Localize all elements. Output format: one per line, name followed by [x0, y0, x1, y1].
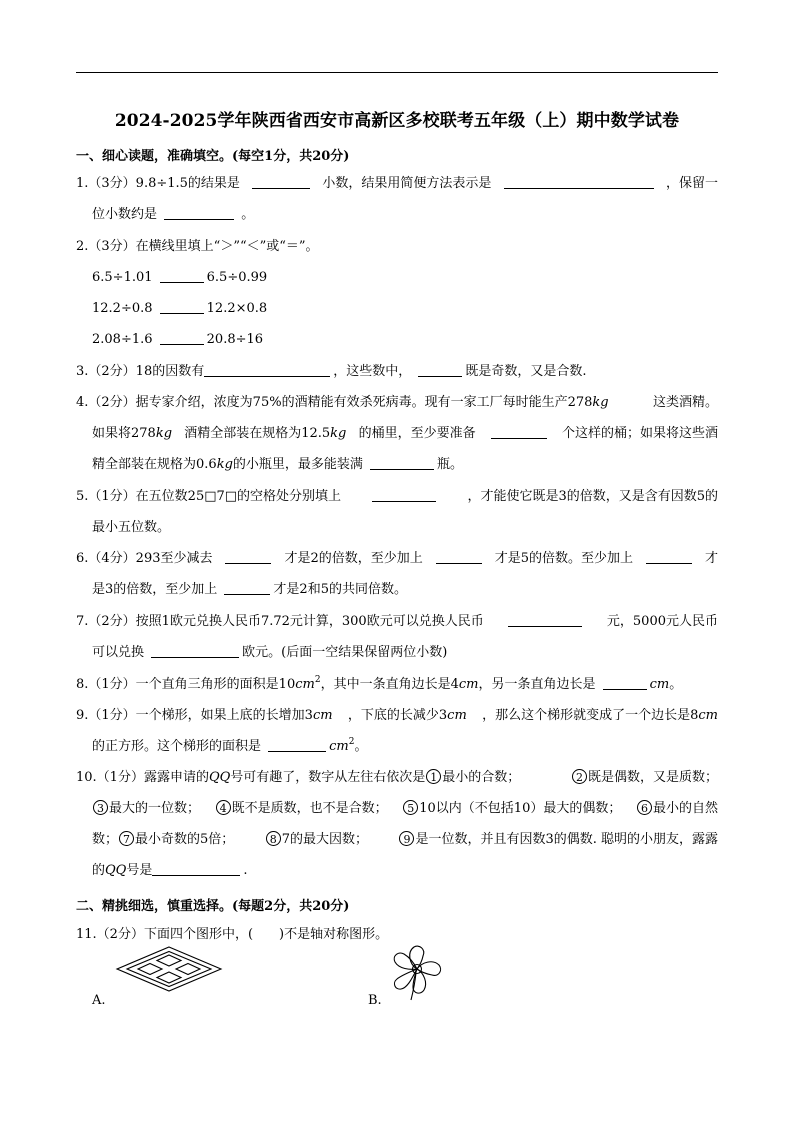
circled-number-7: 7	[119, 831, 134, 846]
q5-line-2: 最小五位数。	[92, 520, 171, 535]
q4-line-2: 如果将278kg 酒精全部装在规格为12.5kg 的桶里，至少要准备 个这样的桶；如果将这些酒	[92, 426, 718, 441]
q8-blank[interactable]	[603, 676, 647, 690]
inner-rhombus	[127, 952, 211, 987]
q1-line-2: 位小数约是 。	[92, 207, 255, 222]
small-rhombus-top	[157, 955, 181, 966]
page-title: 2024-2025学年陕西省西安市高新区多校联考五年级（上）期中数学试卷	[114, 111, 680, 131]
q2-row-3: 2.08÷1.6 20.8÷16	[92, 332, 264, 347]
q2-row-2: 12.2÷0.8 12.2×0.8	[92, 301, 268, 316]
circled-number-5: 5	[403, 800, 418, 815]
q1-blank-3[interactable]	[164, 206, 234, 220]
q1-blank-1[interactable]	[252, 175, 310, 189]
q7-blank-1[interactable]	[508, 613, 582, 627]
small-rhombus-left	[138, 964, 162, 975]
q10-line-3: 数； 7 最小奇数的5倍； 8 7的最大因数； 9 是一位数，并且有因数3的偶数. 聪明的小朋友，露露	[92, 832, 718, 847]
q6-line-1: 6.（4分）293至少减去 才是2的倍数，至少加上 才是5的倍数。至少加上 才	[76, 551, 718, 566]
q4-blank-1[interactable]	[491, 425, 547, 439]
q10-blank[interactable]	[152, 862, 240, 876]
q2-intro: 2.（3分）在横线里填上“＞”“＜”或“＝”。	[76, 239, 319, 254]
circled-number-3: 3	[93, 800, 108, 815]
q11-stem: 11.（2分）下面四个图形中，( )不是轴对称图形。	[76, 927, 389, 942]
q2-blank-1[interactable]	[160, 269, 204, 283]
q7-blank-2[interactable]	[151, 644, 239, 658]
q2-row-1: 6.5÷1.01 6.5÷0.99	[92, 270, 268, 285]
q6-blank-2[interactable]	[436, 550, 482, 564]
q4-blank-2[interactable]	[370, 456, 434, 470]
q6-blank-1[interactable]	[225, 550, 271, 564]
flower-stem	[411, 973, 416, 1000]
circled-number-4: 4	[216, 800, 231, 815]
small-rhombus-bottom	[157, 972, 181, 983]
option-b-figure[interactable]	[386, 944, 448, 1002]
q3-blank-2[interactable]	[418, 363, 462, 377]
q7-line-1: 7.（2分）按照1欧元兑换人民币7.72元计算，300欧元可以兑换人民币 元，5000元人民币	[76, 614, 718, 629]
small-rhombus-right	[176, 964, 200, 975]
q6-blank-3[interactable]	[646, 550, 692, 564]
circled-number-8: 8	[266, 831, 281, 846]
header-rule	[76, 72, 718, 73]
outer-rhombus	[117, 947, 221, 991]
q9-line-2: 的正方形。这个梯形的面积是 $cm^2$。	[92, 737, 368, 754]
q3-blank-1[interactable]	[204, 363, 330, 377]
circled-number-9: 9	[399, 831, 414, 846]
q6-line-2: 是3的倍数，至少加上 才是2和5的共同倍数。	[92, 582, 407, 597]
q9-blank[interactable]	[268, 738, 326, 752]
q5-line-1: 5.（1分）在五位数25□7□的空格处分别填上 ，才能使它既是3的倍数，又是含有因数5的	[76, 489, 718, 504]
q4-line-1: 4.（2分）据专家介绍，浓度为75%的酒精能有效杀死病毒。现有一家工厂每时能生产278kg 这类酒精。	[76, 395, 718, 410]
q10-line-4: 的QQ号是 .	[92, 863, 248, 878]
option-a-label[interactable]: A.	[92, 993, 106, 1008]
q2-blank-3[interactable]	[160, 331, 204, 345]
q3-line: 3.（2分）18的因数有 ，这些数中， 既是奇数，又是合数.	[76, 364, 587, 379]
q9-line-1: 9.（1分）一个梯形，如果上底的长增加3cm ，下底的长减少3cm ，那么这个梯形就变成了一个边长是8cm	[76, 708, 718, 723]
option-a-figure[interactable]	[116, 946, 222, 992]
q5-blank[interactable]	[372, 488, 436, 502]
petal-top	[410, 946, 424, 969]
q7-line-2: 可以兑换 欧元。(后面一空结果保留两位小数)	[92, 645, 448, 660]
q10-line-1: 10.（1分）露露申请的QQ号可有趣了，数字从左往右依次是 1 最小的合数； 2 既是偶数，又是质数；	[76, 770, 718, 785]
q1-blank-2[interactable]	[504, 175, 654, 189]
circled-number-1: 1	[426, 769, 441, 784]
section-2-heading: 二、精挑细选，慎重选择。(每题2分，共20分)	[76, 899, 350, 914]
option-b-label[interactable]: B.	[368, 993, 382, 1008]
circled-number-6: 6	[637, 800, 652, 815]
section-1-heading: 一、细心读题，准确填空。(每空1分，共20分)	[76, 149, 350, 164]
q1-line-1: 1.（3分）9.8÷1.5的结果是 小数，结果用简便方法表示是 ，保留一	[76, 176, 718, 191]
q2-blank-2[interactable]	[160, 300, 204, 314]
q10-line-2: 3 最大的一位数； 4 既不是质数，也不是合数； 5 10以内（不包括10）最大的偶数； 6 最小的自然	[92, 800, 718, 818]
q6-blank-4[interactable]	[224, 581, 270, 595]
q8-line: 8.（1分）一个直角三角形的面积是$10cm^2$，其中一条直角边长是4cm，另一条直角边长是 cm。	[76, 675, 683, 692]
q4-line-3: 精全部装在规格为0.6kg的小瓶里，最多能装满 瓶。	[92, 457, 464, 472]
circled-number-2: 2	[572, 769, 587, 784]
